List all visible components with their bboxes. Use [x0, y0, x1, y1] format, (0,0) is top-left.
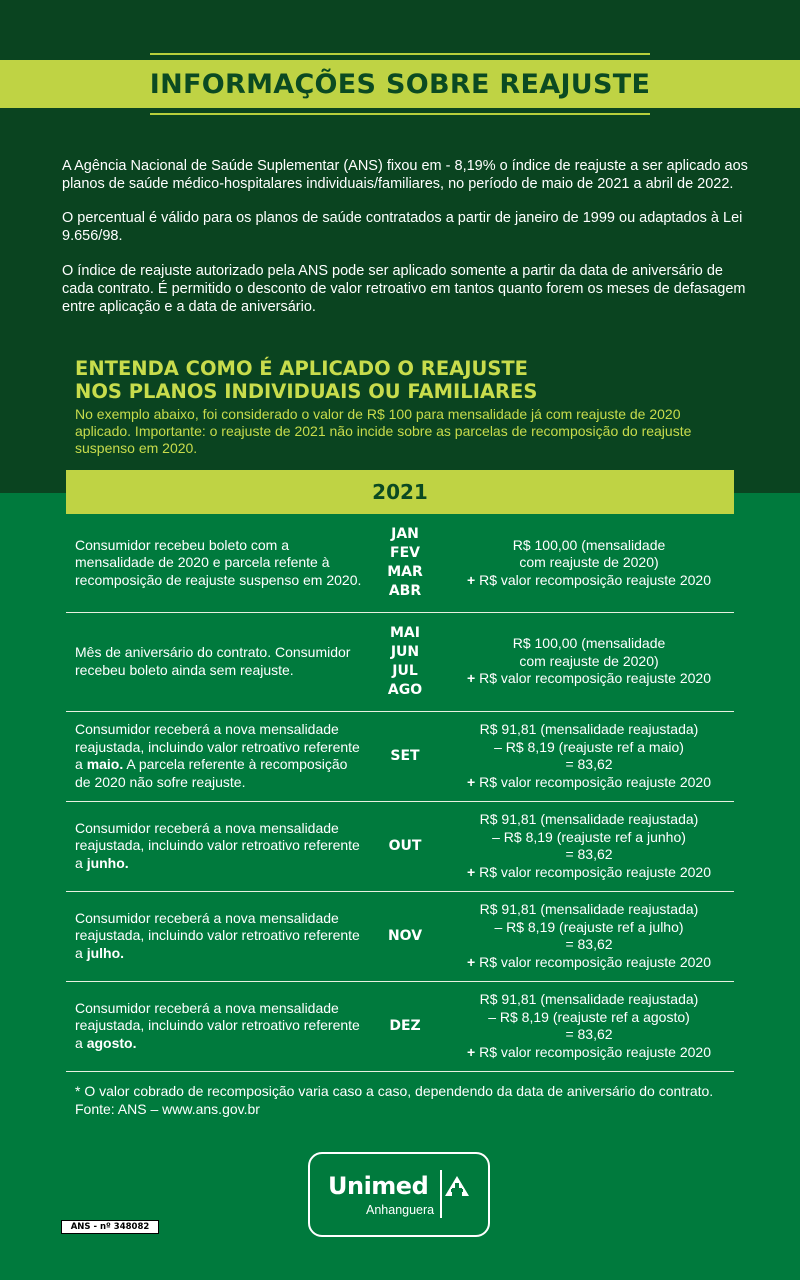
calculation-line: R$ 91,81 (mensalidade reajustada): [479, 901, 699, 917]
row-description-month: julho.: [86, 944, 125, 961]
calculation-recomposition-line: [444, 670, 734, 688]
row-description: [66, 820, 366, 873]
row-description-text: Consumidor receberá a nova mensalidade reajustada, incluindo valor retroativo referente a: [75, 721, 360, 772]
row-months: [366, 624, 444, 700]
calculation-line: R$ 100,00 (mensalidade: [512, 635, 666, 652]
plus-sign: +: [467, 863, 476, 880]
section-note: No exemplo abaixo, foi considerado o valor de R$ 100 para mensalidade já com reajuste de 2020 aplicado. Importante: o reajuste de 2021 não incide sobre as parcelas de recomposição do reajuste suspenso em 2020.: [75, 406, 692, 456]
unimed-logo: [308, 1152, 490, 1237]
plus-sign: +: [467, 953, 476, 970]
recomposition-text: R$ valor recomposição reajuste 2020: [475, 571, 711, 588]
row-calculation: [444, 811, 734, 881]
row-calculation: [444, 537, 734, 590]
title-rule-top: [150, 53, 650, 55]
month-label: OUT: [388, 837, 422, 854]
calculation-line: = 83,62: [565, 756, 613, 772]
row-description-text: Consumidor recebeu boleto com a mensalidade de 2020 e parcela refente à recomposição de reajuste suspenso em 2020.: [75, 536, 362, 588]
calculation-line: = 83,62: [565, 846, 613, 862]
row-description-text: Consumidor receberá a nova mensalidade reajustada, incluindo valor retroativo referente a: [75, 909, 360, 961]
year-label: 2021: [372, 480, 428, 504]
row-description: [66, 910, 366, 963]
row-calculation: [444, 635, 734, 688]
table-row: [66, 801, 734, 892]
calculation-line: – R$ 8,19 (reajuste ref a maio): [494, 738, 684, 755]
recomposition-text: R$ valor recomposição reajuste 2020: [475, 953, 711, 970]
logo-wordmark: Unimed: [328, 1172, 429, 1200]
row-description: [66, 644, 366, 679]
calculation-line: R$ 100,00 (mensalidade: [512, 536, 666, 553]
row-description-text: Mês de aniversário do contrato. Consumidor recebeu boleto ainda sem reajuste.: [75, 644, 351, 678]
header-section: [0, 0, 800, 493]
calculation-recomposition-line: [444, 572, 734, 590]
section-heading-line: NOS PLANOS INDIVIDUAIS OU FAMILIARES: [75, 380, 538, 403]
plus-sign: +: [467, 670, 476, 687]
logo-divider: [440, 1170, 442, 1218]
year-header: [66, 470, 734, 514]
calculation-line: com reajuste de 2020): [519, 554, 659, 571]
month-label: AGO: [387, 681, 423, 698]
recomposition-text: R$ valor recomposição reajuste 2020: [475, 1043, 711, 1060]
intro-paragraph: O índice de reajuste autorizado pela ANS pode ser aplicado somente a partir da data de aniversário de cada contrato. É permitido o desconto de valor retroativo em tantos quanto forem os meses de defasagem entre aplicação e a data de aniversário.: [62, 263, 746, 315]
table-row: [66, 612, 734, 712]
calculation-line: R$ 91,81 (mensalidade reajustada): [479, 811, 699, 827]
month-label: ABR: [388, 583, 422, 599]
calculation-line: R$ 91,81 (mensalidade reajustada): [479, 991, 699, 1007]
intro-paragraph: A Agência Nacional de Saúde Suplementar (ANS) fixou em - 8,19% o índice de reajuste a ser aplicado aos planos de saúde médico-hospitalares individuais/familiares, no período de maio de 2021 a abril de 2022.: [62, 158, 748, 192]
logo-tree-icon: [442, 1174, 472, 1200]
row-calculation: [444, 721, 734, 791]
row-description: [66, 721, 366, 791]
page-title: INFORMAÇÕES SOBRE REAJUSTE: [149, 68, 651, 100]
row-calculation: [444, 901, 734, 971]
footnote: * O valor cobrado de recomposição varia caso a caso, dependendo da data de aniversário do contrato.: [75, 1083, 714, 1099]
recomposition-text: R$ valor recomposição reajuste 2020: [475, 773, 711, 790]
ans-registration-text: ANS - nº 348082: [70, 1222, 150, 1232]
section-heading-line: ENTENDA COMO É APLICADO O REAJUSTE: [75, 357, 528, 380]
row-calculation: [444, 991, 734, 1061]
month-label: MAR: [387, 564, 423, 580]
row-description-month: junho.: [86, 854, 129, 871]
row-description-text: Consumidor receberá a nova mensalidade reajustada, incluindo valor retroativo referente a: [75, 999, 360, 1051]
title-rule-bottom: [150, 113, 650, 115]
source-note: Fonte: ANS – www.ans.gov.br: [75, 1101, 260, 1117]
table-row: [66, 514, 734, 613]
row-months: [366, 747, 444, 766]
calculation-recomposition-line: [444, 864, 734, 882]
month-label: DEZ: [389, 1017, 421, 1034]
month-label: JUL: [392, 662, 418, 679]
month-label: JAN: [391, 526, 419, 542]
calculation-recomposition-line: [444, 954, 734, 972]
calculation-line: com reajuste de 2020): [519, 652, 659, 669]
table-row: [66, 981, 734, 1072]
plus-sign: +: [467, 571, 476, 588]
row-description-month: agosto.: [86, 1034, 137, 1051]
month-label: SET: [390, 747, 420, 764]
calculation-line: R$ 91,81 (mensalidade reajustada): [479, 721, 699, 737]
table-row: [66, 711, 734, 802]
recomposition-text: R$ valor recomposição reajuste 2020: [475, 670, 711, 687]
calculation-recomposition-line: [444, 774, 734, 792]
intro-paragraph: O percentual é válido para os planos de saúde contratados a partir de janeiro de 1999 ou adaptados à Lei 9.656/98.: [62, 210, 743, 244]
calculation-line: = 83,62: [565, 936, 613, 952]
recomposition-text: R$ valor recomposição reajuste 2020: [475, 863, 711, 880]
row-months: [366, 927, 444, 946]
row-description-extra: A parcela referente à recomposição de 2020 não sofre reajuste.: [75, 756, 348, 790]
logo-subtitle: Anhanguera: [366, 1203, 435, 1217]
calculation-line: – R$ 8,19 (reajuste ref a junho): [492, 828, 686, 845]
plus-sign: +: [467, 1043, 476, 1060]
ans-registration-badge: [61, 1220, 159, 1234]
row-months: [366, 837, 444, 856]
row-description-text: Consumidor receberá a nova mensalidade reajustada, incluindo valor retroativo referente a: [75, 819, 360, 871]
row-description-month: maio.: [86, 756, 124, 772]
row-description: [66, 537, 366, 590]
calculation-recomposition-line: [444, 1044, 734, 1062]
month-label: NOV: [387, 927, 423, 944]
plus-sign: +: [467, 773, 476, 790]
calculation-line: – R$ 8,19 (reajuste ref a agosto): [488, 1008, 690, 1025]
month-label: JUN: [390, 643, 420, 660]
row-months: [366, 525, 444, 601]
calculation-line: = 83,62: [565, 1026, 613, 1042]
row-months: [366, 1017, 444, 1036]
section-heading: [75, 357, 775, 403]
calculation-line: – R$ 8,19 (reajuste ref a julho): [494, 918, 684, 935]
month-label: MAI: [390, 624, 420, 641]
title-bar: [0, 60, 800, 108]
row-description: [66, 1000, 366, 1053]
month-label: FEV: [390, 545, 420, 561]
table-row: [66, 891, 734, 982]
